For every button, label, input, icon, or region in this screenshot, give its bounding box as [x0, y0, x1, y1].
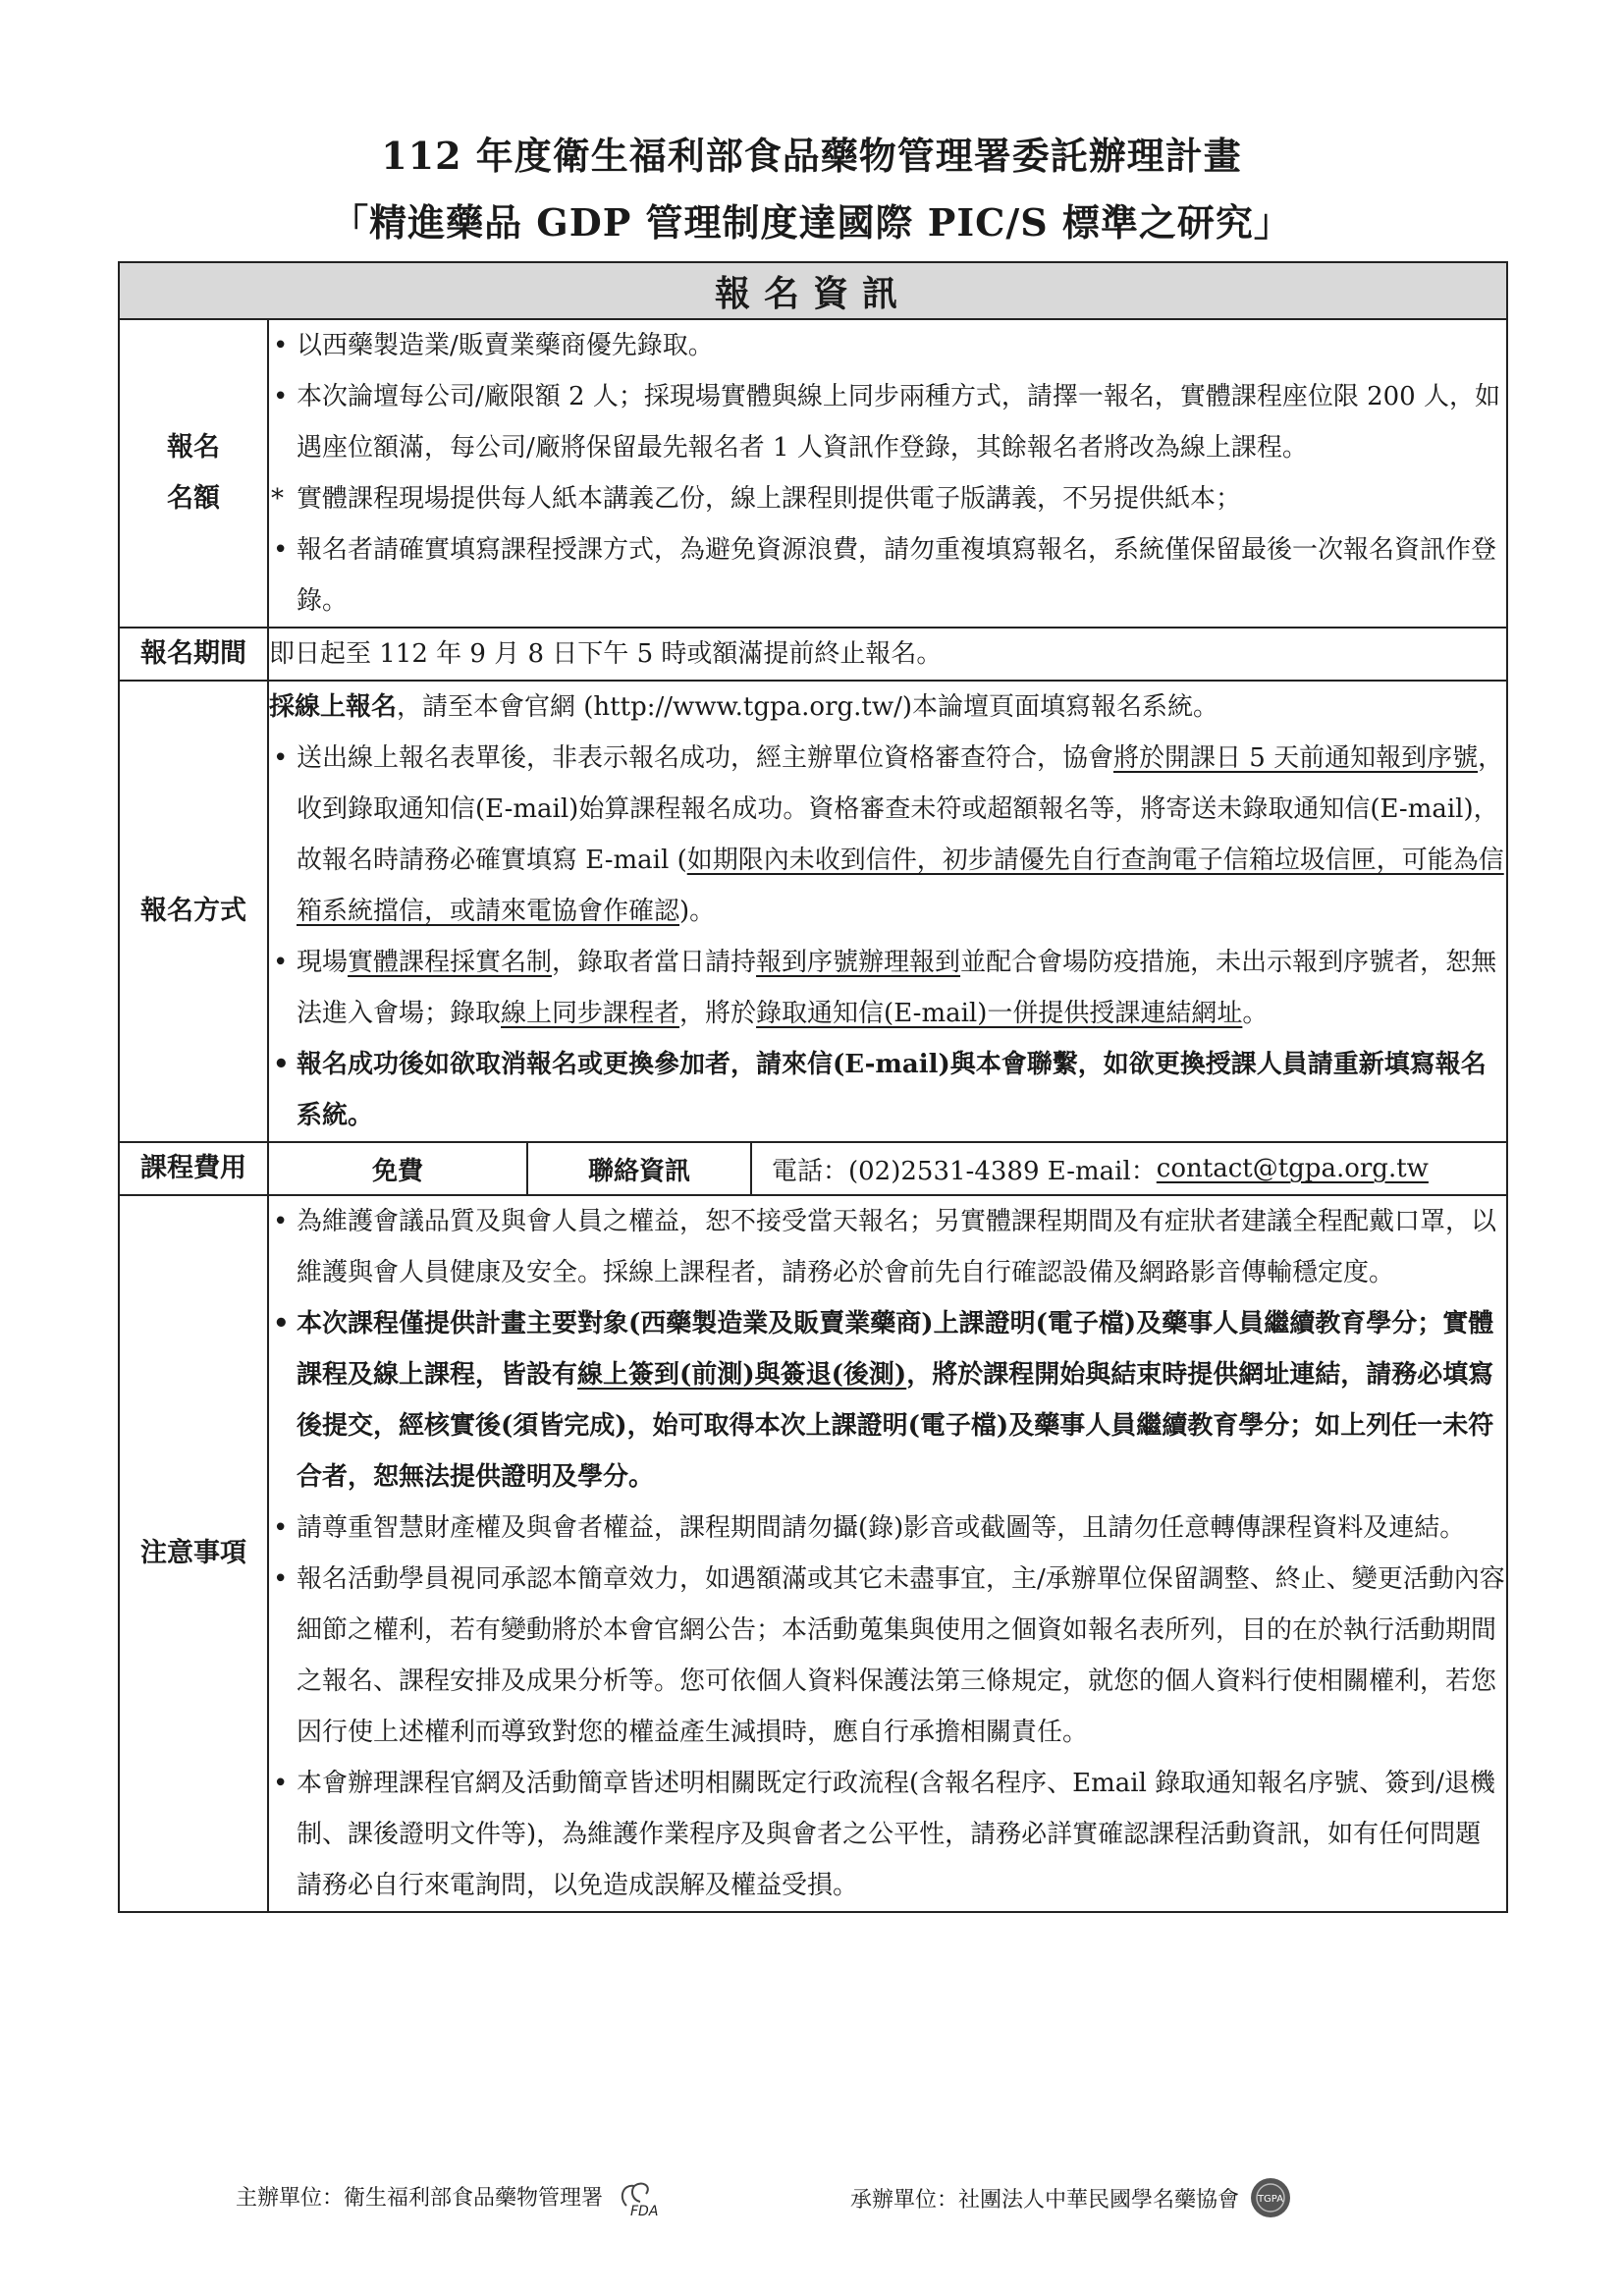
method-bullet-2 — [269, 937, 1506, 1039]
method-b2-text-b: ，錄取者當日請持 — [552, 948, 757, 977]
period-text: 即日起至 112 年 9 月 8 日下午 5 時或額滿提前終止報名。 — [268, 628, 1507, 681]
method-intro-rest: ，請至本會官網 (http://www.tgpa.org.tw/)本論壇頁面填寫報名系統。 — [397, 692, 1219, 722]
method-b2-text-c: 並配合會場防疫措施，未出示報到序號者，恕無法進入會場；錄取 — [297, 948, 1497, 1028]
method-row — [119, 681, 1507, 1142]
period-label: 報名期間 — [119, 628, 268, 681]
method-intro — [269, 682, 1506, 733]
document-subtitle: 「精進藥品 GDP 管理制度達國際 PIC/S 標準之研究」 — [331, 200, 1292, 245]
contact-phone: 電話：(02)2531-4389 E-mail： — [772, 1156, 1157, 1186]
registration-info-table — [118, 261, 1508, 1913]
method-b1-text-b: ，收到錄取通知信(E-mail)始算課程報名成功。資格審查未符或超額報名等，將寄送未錄取通知信(E-mail)，故報名時請務必確實填寫 E-mail ( — [297, 743, 1504, 875]
method-b1-underline-1: 將於開課日 5 天前通知報到序號 — [1113, 743, 1479, 773]
method-bullet-3: • 報名成功後如欲取消報名或更換參加者，請來信(E-mail)與本會聯繫，如欲更換授課人員請重新填寫報名系統。 — [269, 1039, 1506, 1141]
organizer-text: 主辦單位：衛生福利部食品藥物管理署 — [236, 2185, 604, 2211]
notes-content — [268, 1195, 1507, 1912]
quota-note-2-text: 報名者請確實填寫課程授課方式，為避免資源浪費，請勿重複填寫報名，系統僅保留最後一次報名資訊作登錄。 — [297, 535, 1497, 616]
notes-label: 注意事項 — [119, 1195, 268, 1912]
contractor-text: 承辦單位：社團法人中華民國學名藥協會 — [850, 2187, 1240, 2213]
notes-bullet-5: • 本會辦理課程官網及活動簡章皆述明相關既定行政流程(含報名程序、Email 錄取通知報名序號、簽到/退機制、課後證明文件等)，為維護作業程序及與會者之公平性，請務必詳實確認課程活動資訊，如有任何問題請務必自行來電詢問，以免造成誤解及權益受損。 — [269, 1758, 1506, 1911]
fee-label: 課程費用 — [119, 1142, 268, 1195]
quota-note-2 — [269, 524, 1506, 627]
footer-contractor — [850, 2176, 1292, 2219]
footer-organizer — [236, 2176, 664, 2219]
document-title: 112 年度衛生福利部食品藥物管理署委託辦理計畫 — [381, 134, 1242, 178]
method-b2-underline-3: 線上同步課程者 — [501, 999, 680, 1028]
method-b2-underline-4: 錄取通知信(E-mail)一併提供授課連結網址 — [756, 999, 1243, 1028]
fda-logo-text: FDA — [630, 2204, 659, 2219]
fda-logo — [613, 2176, 664, 2219]
method-b2-underline-2: 報到序號辦理報到 — [756, 948, 961, 977]
method-b1-underline-2: 如期限內未收到信件，初步請優先自行查詢電子信箱垃圾信匣，可能為信箱系統擋信，或請來電協會作確認 — [297, 846, 1504, 926]
method-b1-text-c: )。 — [679, 897, 716, 926]
tgpa-logo-text: TGPA — [1257, 2194, 1284, 2205]
contact-email-link[interactable]: contact@tgpa.org.tw — [1156, 1154, 1429, 1183]
notes-row — [119, 1195, 1507, 1912]
quota-label-line1: 報名 — [167, 432, 220, 463]
contact-info — [752, 1143, 1429, 1194]
method-b2-underline-1: 實體課程採實名制 — [348, 948, 553, 977]
notes-bullet-1: • 為維護會議品質及與會人員之權益，恕不接受當天報名；另實體課程期間及有症狀者建議全程配戴口罩，以維護與會人員健康及安全。採線上課程者，請務必於會前先自行確認設備及網路影音傳輸穩定度。 — [269, 1196, 1506, 1298]
quota-note-1: * 實體課程現場提供每人紙本講義乙份，線上課程則提供電子版講義，不另提供紙本； — [269, 473, 1506, 524]
fee-row — [119, 1142, 1507, 1195]
method-b2-text-d: ，將於 — [679, 999, 757, 1028]
fee-value: 免費 — [269, 1143, 528, 1194]
quota-row — [119, 319, 1507, 628]
notes-bullet-3: • 請尊重智慧財產權及與會者權益，課程期間請勿攝(錄)影音或截圖等，且請勿任意轉傳課程資料及連結。 — [269, 1503, 1506, 1554]
notes-bullet-4: • 報名活動學員視同承認本簡章效力，如遇額滿或其它未盡事宜，主/承辦單位保留調整、終止、變更活動內容細節之權利，若有變動將於本會官網公告；本活動蒐集與使用之個資如報名表所列，目的在於執行活動期間之報名、課程安排及成果分析等。您可依個人資料保護法第三條規定，就您的個人資料行使相關權利，若您因行使上述權利而導致對您的權益產生減損時，應自行承擔相關責任。 — [269, 1554, 1506, 1758]
method-intro-lead: 採線上報名 — [269, 692, 398, 722]
fee-content — [268, 1142, 1507, 1195]
tgpa-logo — [1249, 2176, 1292, 2219]
quota-label — [119, 319, 268, 628]
contact-label: 聯絡資訊 — [528, 1143, 752, 1194]
notes-b2-text-b: ，將於課程開始與結束時提供網址連結，請務必填寫後提交，經核實後(須皆完成)，始可取得本次上課證明(電子檔)及藥事人員繼續教育學分；如上列任一未符合者，恕無法提供證明及學分。 — [297, 1360, 1494, 1492]
tgpa-logo-icon — [1249, 2176, 1292, 2219]
fda-logo-icon — [613, 2176, 674, 2219]
quota-bullet-2: • 本次論壇每公司/廠限額 2 人；採現場實體與線上同步兩種方式，請擇一報名，實體課程座位限 200 人，如遇座位額滿，每公司/廠將保留最先報名者 1 人資訊作登錄，其餘報名者將改為線上課程。 — [269, 371, 1506, 473]
notes-bullet-2 — [269, 1298, 1506, 1503]
period-row — [119, 628, 1507, 681]
header-row — [119, 262, 1507, 319]
quota-content — [268, 319, 1507, 628]
method-b1-text-a: 送出線上報名表單後，非表示報名成功，經主辦單位資格審查符合，協會 — [297, 743, 1114, 773]
section-header: 報名資訊 — [119, 262, 1507, 319]
method-content — [268, 681, 1507, 1142]
quota-label-line2: 名額 — [167, 483, 220, 514]
method-b2-text-a: 現場 — [297, 948, 349, 977]
method-label: 報名方式 — [119, 681, 268, 1142]
quota-bullet-1: • 以西藥製造業/販賣業藥商優先錄取。 — [269, 320, 1506, 371]
method-b2-text-e: 。 — [1242, 999, 1269, 1028]
notes-b2-underline: 線上簽到(前測)與簽退(後測) — [577, 1360, 907, 1390]
method-bullet-1 — [269, 733, 1506, 937]
notes-b2-text-a: 本次課程僅提供計畫主要對象(西藥製造業及販賣業藥商)上課證明(電子檔)及藥事人員繼續教育學分；實體課程及線上課程，皆設有 — [297, 1309, 1494, 1390]
